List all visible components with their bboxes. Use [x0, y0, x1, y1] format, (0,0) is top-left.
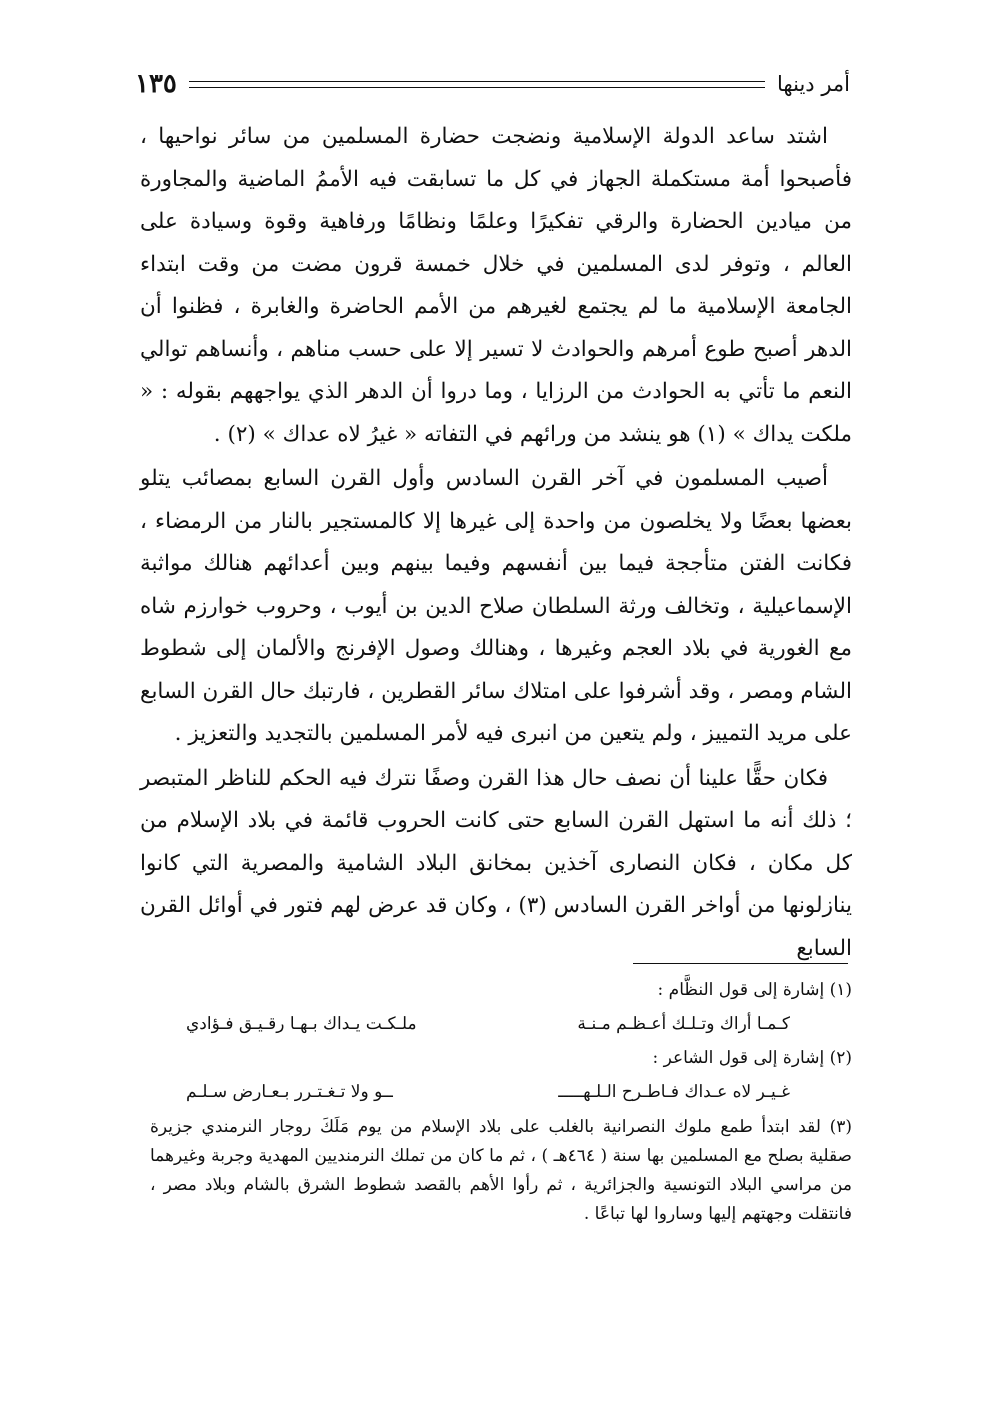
footnote-2-verse [150, 1073, 852, 1111]
footnote-separator [633, 963, 848, 964]
paragraph-2: أصيب المسلمون في آخر القرن السادس وأول القرن السابع بمصائب يتلو بعضها بعضًا ولا يخلصون من واحدة إلى غيرها إلا كالمستجير بالنار من الرمضاء ، فكانت الفتن متأججة فيما بين أنفسهم وفيما بينهم وبين أعدائهم هنالك مواثبة الإسماعيلية ، وتخالف ورثة السلطان صلاح الدين بن أيوب ، وحروب خوارزم شاه مع الغورية في بلاد العجم وغيرها ، وهنالك وصول الإفرنج والألمان إلى شطوط الشام ومصر ، وقد أشرفوا على امتلاك سائر القطرين ، فارتبك حال القرن السابع على مريد التمييز ، ولم يتعين من انبرى فيه لأمر المسلمين بالتجديد والتعزيز . [140, 466, 852, 746]
footnote-2-label: (٢) إشارة إلى قول الشاعر : [652, 1048, 852, 1068]
footnote-1-verse [150, 1005, 852, 1043]
verse-1-second-hemistich: ملـكـت يـداك بـهـا رقـيـق فـؤادي [186, 1014, 417, 1034]
verse-1-first-hemistich: كـمـا أراك وتـلـك أعـظـم مـنـة [577, 1014, 790, 1034]
paragraph-3: فكان حقًّا علينا أن نصف حال هذا القرن وصفًا نترك فيه الحكم للناظر المتبصر ؛ ذلك أنه ما استهل القرن السابع حتى كانت الحروب قائمة في بلاد الإسلام من كل مكان ، فكان النصارى آخذين بمخانق البلاد الشامية والمصرية التي كانوا ينازلونها من أواخر القرن السادس (٣) ، وكان قد عرض لهم فتور في أوائل القرن السابع [140, 765, 852, 961]
paragraph-1: اشتد ساعد الدولة الإسلامية ونضجت حضارة المسلمين من سائر نواحيها ، فأصبحوا أمة مستكملة الجهاز في كل ما تسابقت فيه الأممُ الماضية والمجاورة من ميادين الحضارة والرقي تفكيرًا وعلمًا ونظامًا ورفاهية وقوة وسيادة على العالم ، وتوفر لدى المسلمين في خلال خمسة قرون مضت من وقت ابتداء الجامعة الإسلامية ما لم يجتمع لغيرهم من الأمم الحاضرة والغابرة ، فظنوا أن الدهر أصبح طوع أمرهم والحوادث لا تسير إلا على حسب مناهم ، وأنساهم توالي النعم ما تأتي به الحوادث من الرزايا ، وما دروا أن الدهر الذي يواجههم بقوله : « ملكت يداك » (١) هو ينشد من ورائهم في التفاته « غيرُ لاه عداك » (٢) . [140, 124, 852, 447]
footnote-3: (٣) لقد ابتدأ طمع ملوك النصرانية بالغلب على بلاد الإسلام من يوم مَلَكَ روجار النرمندي جزيرة صقلية بصلح مع المسلمين بها سنة ( ٤٦٤هـ ) ، ثم ما كان من تملك النرمنديين المهدية وجربة وغيرهما من مراسي البلاد التونسية والجزائرية ، ثم رأوا الأهم بالقصد شطوط الشرق بالشام وبلاد مصر ، فانتقلت وجهتهم إليها وساروا لها تباعًا . [150, 1117, 852, 1224]
verse-2-second-hemistich: ــو ولا تـغـتـرر بـعـارض سـلـم [186, 1082, 393, 1102]
footnote-1-label: (١) إشارة إلى قول النظَّام : [657, 980, 852, 1000]
footnotes [150, 975, 852, 1229]
verse-2-first-hemistich: غـيـر لاه عـداك فـاطـرح الـلـهـــــ [558, 1082, 790, 1102]
main-text [140, 116, 852, 970]
header-title: أمر دينها [777, 72, 850, 96]
running-header [135, 62, 850, 106]
page-number: ١٣٥ [135, 69, 177, 99]
header-double-rule [189, 81, 765, 88]
